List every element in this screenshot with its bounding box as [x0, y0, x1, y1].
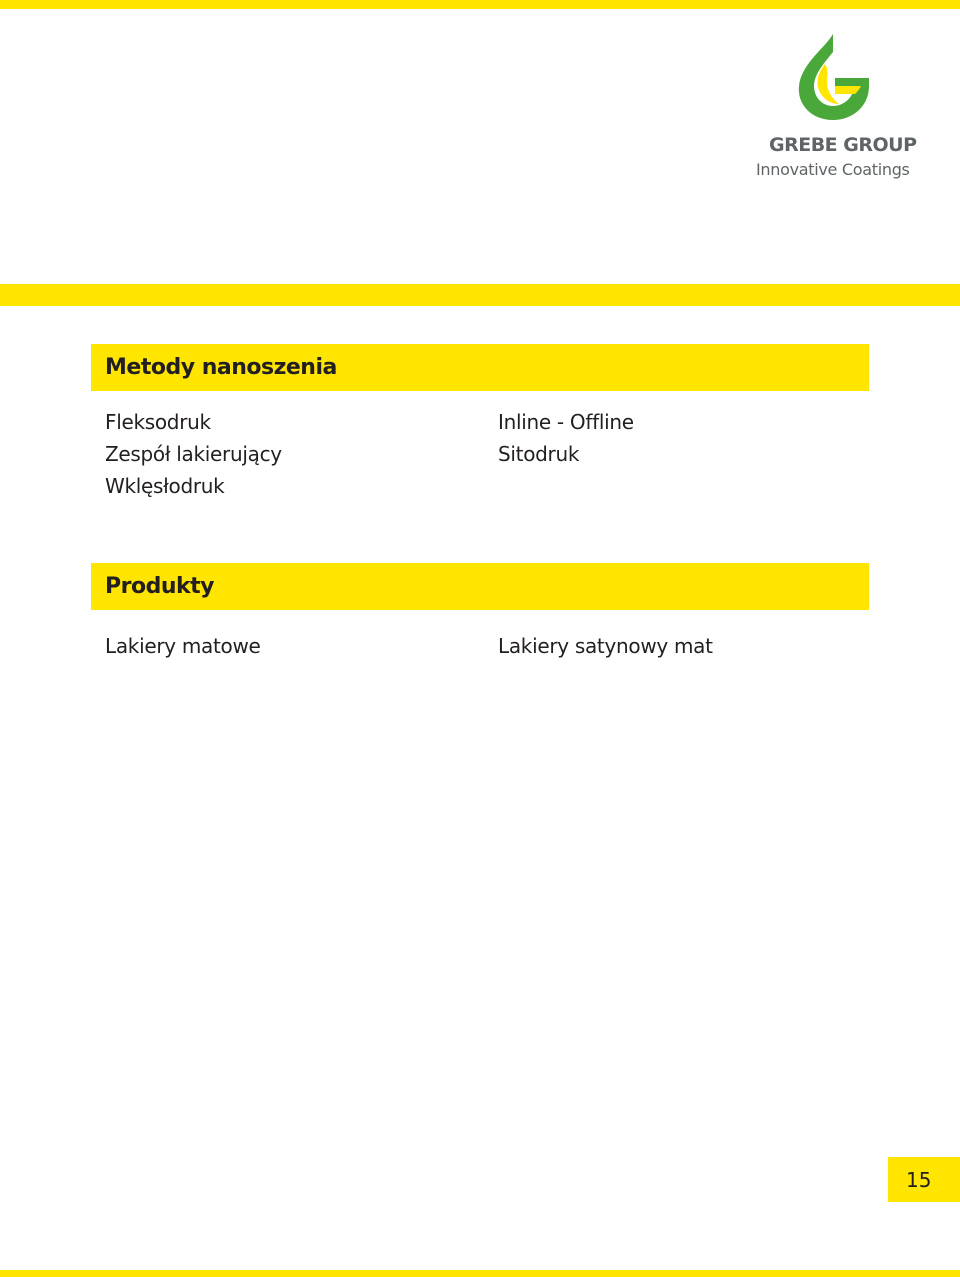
section-title: Produkty [105, 574, 214, 599]
list-item: Lakiery satynowy mat [498, 634, 713, 658]
page-number-box [888, 1157, 960, 1202]
list-item: Lakiery matowe [105, 634, 261, 658]
section-header-methods [91, 344, 869, 391]
products-left-list [105, 630, 261, 662]
grebe-group-logo [755, 34, 925, 184]
list-item: Wklęsłodruk [105, 474, 225, 498]
page-number: 15 [906, 1168, 932, 1192]
methods-right-list [498, 406, 634, 470]
section-header-products [91, 563, 869, 610]
grebe-drop-icon [795, 34, 871, 122]
methods-left-list [105, 406, 282, 502]
list-item: Inline - Offline [498, 410, 634, 434]
list-item: Zespół lakierujący [105, 442, 282, 466]
list-item: Sitodruk [498, 442, 580, 466]
products-right-list [498, 630, 713, 662]
list-item: Fleksodruk [105, 410, 211, 434]
top-accent-bar [0, 0, 960, 9]
section-title: Metody nanoszenia [105, 355, 337, 380]
logo-company-name: GREBE GROUP [769, 134, 917, 156]
bottom-accent-bar [0, 1270, 960, 1277]
header-divider-bar [0, 284, 960, 306]
logo-tagline: Innovative Coatings [756, 160, 910, 179]
